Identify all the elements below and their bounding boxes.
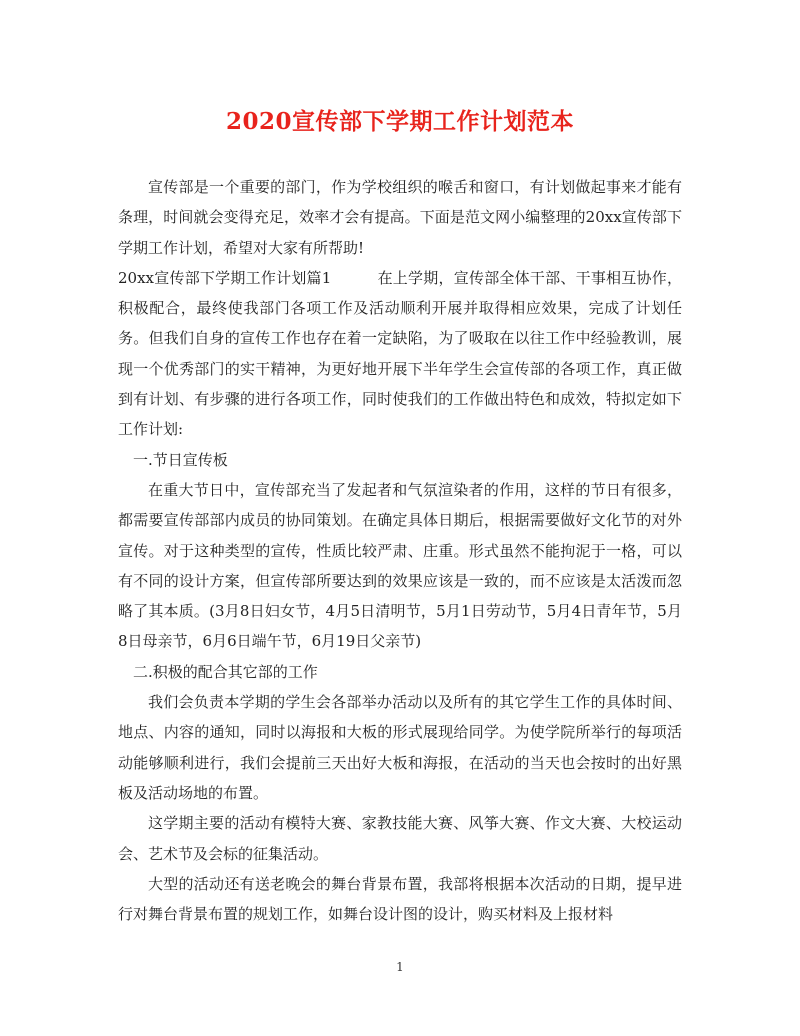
- section-paragraph: 我们会负责本学期的学生会各部举办活动以及所有的其它学生工作的具体时间、地点、内容的通知，同时以海报和大板的形式展现给同学。为使学院所举行的每项活动能够顺利进行，我们会提前三天出好大板和海报，在活动的当天也会按时的出好黑板及活动场地的布置。: [118, 693, 682, 802]
- section-heading-holiday-boards: 一.节日宣传板: [133, 450, 228, 469]
- document-body: [118, 172, 682, 929]
- intro-paragraph: 宣传部是一个重要的部门，作为学校组织的喉舌和窗口，有计划做起事来才能有条理，时间就会变得充足，效率才会有提高。下面是范文网小编整理的20xx宣传部下学期工作计划，希望对大家有所帮助!: [118, 178, 682, 257]
- document-title: 2020宣传部下学期工作计划范本: [225, 108, 574, 135]
- section-paragraph: 大型的活动还有送老晚会的舞台背景布置，我部将根据本次活动的日期，提早进行对舞台背景布置的规划工作，如舞台设计图的设计，购买材料及上报材料: [118, 874, 682, 924]
- article-lead-paragraph: [118, 263, 682, 445]
- section-paragraph: 这学期主要的活动有模特大赛、家教技能大赛、风筝大赛、作文大赛、大校运动会、艺术节及会标的征集活动。: [118, 814, 682, 863]
- page-number: 1: [396, 960, 404, 974]
- article-heading: 20xx宣传部下学期工作计划篇1: [118, 268, 332, 287]
- section-paragraph: 在重大节日中，宣传部充当了发起者和气氛渲染者的作用，这样的节日有很多，都需要宣传部部内成员的协同策划。在确定具体日期后，根据需要做好文化节的对外宣传。对于这种类型的宣传，性质比较严肃、庄重。形式虽然不能拘泥于一格，可以有不同的设计方案，但宣传部所要达到的效果应该是一致的，而不应该是太活泼而忽略了其本质。(3月8日妇女节，4月5日清明节，5月1日劳动节，5月4日青年节，5月8日母亲节，6月6日端午节，6月19日父亲节): [118, 480, 682, 651]
- article-lead-text: 在上学期，宣传部全体干部、干事相互协作，积极配合，最终使我部门各项工作及活动顺利开展并取得相应效果，完成了计划任务。但我们自身的宣传工作也存在着一定缺陷，为了吸取在以往工作中经验教训，展现一个优秀部门的实干精神，为更好地开展下半年学生会宣传部的各项工作，真正做到有计划、有步骤的进行各项工作，同时使我们的工作做出特色和成效，特拟定如下工作计划:: [118, 268, 682, 439]
- section-heading-cooperation: 二.积极的配合其它部的工作: [133, 662, 318, 681]
